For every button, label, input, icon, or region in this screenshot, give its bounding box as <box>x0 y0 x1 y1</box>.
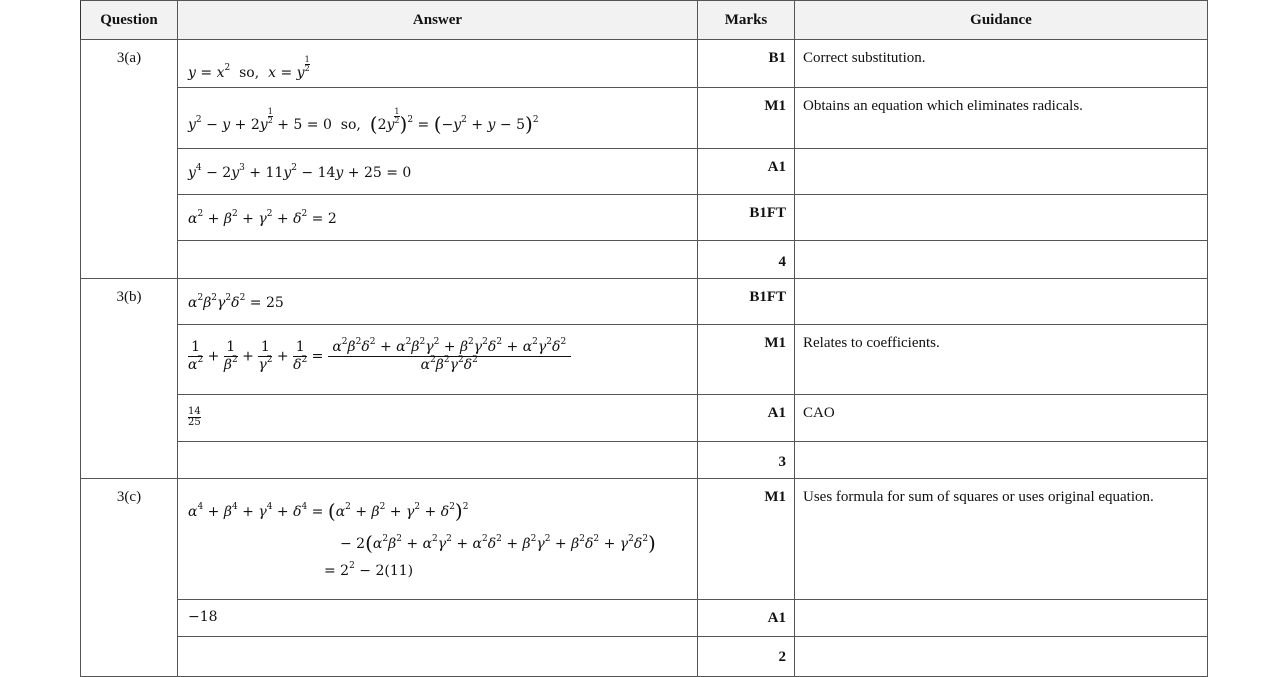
answer-cell <box>178 395 698 442</box>
guidance-cell: Obtains an equation which eliminates radicals. <box>795 88 1208 149</box>
math-expression: $\alpha^2 + \beta^2 + \gamma^2 + \delta^2 = 2$ <box>188 209 337 227</box>
guidance-cell <box>795 442 1208 479</box>
math-expression: $y = x^2$ so, x = y $\frac{1}{2}$ <box>188 55 310 81</box>
question-number: 3(b) <box>81 279 178 479</box>
answer-cell <box>178 325 698 395</box>
answer-cell <box>178 241 698 279</box>
mark-scheme-table <box>80 0 1208 677</box>
marks-cell: A1 <box>698 395 795 442</box>
table-row <box>81 149 1208 195</box>
table-row <box>81 88 1208 149</box>
marks-cell: M1 <box>698 88 795 149</box>
marks-total: 3 <box>698 442 795 479</box>
guidance-cell: Correct substitution. <box>795 40 1208 88</box>
guidance-cell <box>795 195 1208 241</box>
fraction-denominator: 25 <box>188 417 201 428</box>
math-expression: −18 <box>188 609 218 625</box>
marks-cell: A1 <box>698 149 795 195</box>
answer-cell <box>178 479 698 600</box>
table-row <box>81 195 1208 241</box>
table-row <box>81 40 1208 88</box>
header-guidance: Guidance <box>795 1 1208 40</box>
table-row <box>81 600 1208 637</box>
table-row <box>81 395 1208 442</box>
marks-cell: M1 <box>698 325 795 395</box>
math-expression: $\frac{1}{\alpha^2}$ + $\frac{1}{\beta^2}$ + $\frac{1}{\gamma^2}$ + $\frac{1}{\delta^2}$ = $\frac{\alpha^2\beta^2\delta^2 + \alpha^2\beta^2\gamma^2 + \beta^2\gamma^2\delta^2 + \alpha^2\gamma^2\delta^2}{\alpha^2\beta^2\gamma^2\delta^2}$ <box>188 331 687 374</box>
table-row <box>81 637 1208 677</box>
marks-cell: B1FT <box>698 195 795 241</box>
answer-cell <box>178 600 698 637</box>
header-answer: Answer <box>178 1 698 40</box>
table-row <box>81 479 1208 600</box>
marks-cell: B1 <box>698 40 795 88</box>
math-expression <box>188 401 687 429</box>
guidance-cell <box>795 149 1208 195</box>
marks-total: 2 <box>698 637 795 677</box>
header-marks: Marks <box>698 1 795 40</box>
fraction-numerator: 14 <box>188 406 201 417</box>
guidance-cell <box>795 637 1208 677</box>
word-so: so, <box>340 117 361 133</box>
table-row <box>81 325 1208 395</box>
answer-cell <box>178 279 698 325</box>
answer-cell <box>178 40 698 88</box>
answer-cell <box>178 88 698 149</box>
guidance-cell <box>795 241 1208 279</box>
math-expression: $\alpha^4 + \beta^4 + \gamma^4 + \delta^4 = (\alpha^2 + \beta^2 + \gamma^2 + \delta^2)^2$ <box>188 499 469 523</box>
marks-cell: M1 <box>698 479 795 600</box>
math-expression: = $2^2 - 2(11)$ <box>324 561 414 579</box>
guidance-cell: Relates to coefficients. <box>795 325 1208 395</box>
guidance-cell <box>795 600 1208 637</box>
word-so: so, <box>239 65 260 81</box>
marks-cell: A1 <box>698 600 795 637</box>
answer-cell <box>178 149 698 195</box>
math-expression: − $2(\alpha^2\beta^2 + \alpha^2\gamma^2 + \alpha^2\delta^2 + \beta^2\gamma^2 + \beta^2\delta^2 + \gamma^2\delta^2)$ <box>340 531 656 555</box>
marks-total: 4 <box>698 241 795 279</box>
guidance-cell: Uses formula for sum of squares or uses original equation. <box>795 479 1208 600</box>
guidance-cell: CAO <box>795 395 1208 442</box>
math-expression: $y^2 - y + 2y$ $\frac{1}{2}$ + 5 = 0 so, (2y $\frac{1}{2}$ )$^2 = (-y^2 + y - 5)^2$ <box>188 107 539 136</box>
math-expression: $y^4 - 2y^3 + 11y^2 - 14y + 25 = 0$ <box>188 163 412 181</box>
header-question: Question <box>81 1 178 40</box>
answer-cell <box>178 195 698 241</box>
question-number: 3(a) <box>81 40 178 279</box>
answer-cell <box>178 442 698 479</box>
math-expression: $\alpha^2\beta^2\gamma^2\delta^2 = 25$ <box>188 293 284 311</box>
table-row <box>81 279 1208 325</box>
table-row <box>81 442 1208 479</box>
answer-cell <box>178 637 698 677</box>
question-number: 3(c) <box>81 479 178 677</box>
marks-cell: B1FT <box>698 279 795 325</box>
guidance-cell <box>795 279 1208 325</box>
table-row <box>81 241 1208 279</box>
